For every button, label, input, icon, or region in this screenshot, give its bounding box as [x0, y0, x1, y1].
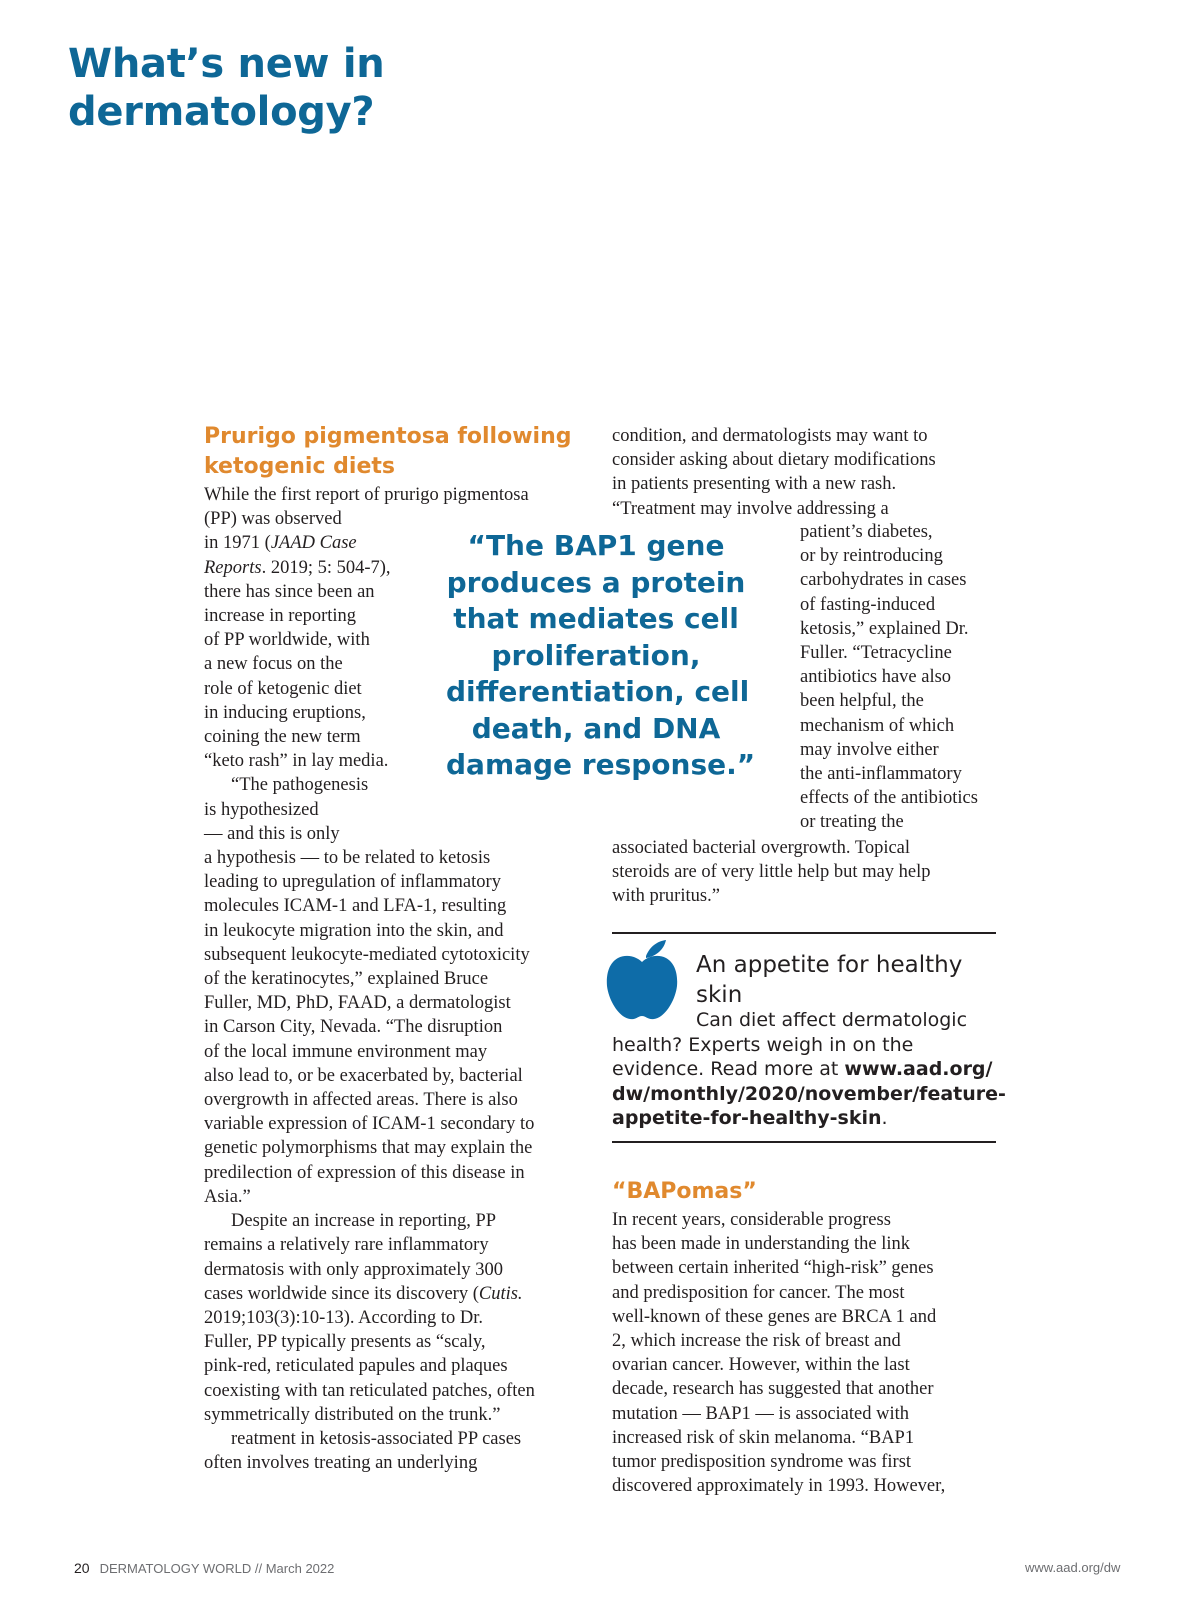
citation-journal: Cutis.: [478, 1283, 523, 1304]
page-title: [68, 40, 384, 136]
promo-line: health? Experts weigh in on the: [612, 1033, 914, 1056]
pull-quote-line: damage response.”: [446, 748, 756, 781]
text-line: reatment in ketosis-associated PP cases: [231, 1428, 522, 1449]
text-fragment: cases worldwide since its discovery (: [204, 1283, 479, 1304]
promo-bottom-rule: [612, 1141, 996, 1143]
text-line: role of ketogenic diet: [204, 678, 362, 699]
text-line: Despite an increase in reporting, PP: [231, 1211, 497, 1232]
text-line: dermatosis with only approximately 300: [204, 1259, 504, 1280]
page-title-line: What’s new in: [68, 41, 385, 87]
promo-top-rule: [612, 932, 996, 934]
promo-line: Can diet affect dermatologic: [696, 1009, 968, 1031]
text-line: increase in reporting: [204, 606, 357, 627]
text-line: of fasting-induced: [800, 594, 936, 615]
text-line: in inducing eruptions,: [204, 702, 366, 723]
text-line: 2, which increase the risk of breast and: [612, 1331, 901, 1352]
text-line: antibiotics have also: [800, 667, 952, 688]
promo-heading-line: An appetite for healthy: [696, 952, 963, 978]
text-line: mutation — BAP1 — is associated with: [612, 1403, 910, 1424]
text-fragment: in 1971 (: [204, 533, 271, 554]
citation-journal: JAAD Case: [270, 533, 357, 554]
promo-text: [612, 1033, 1006, 1131]
section-heading-bapomas: “BAPomas”: [612, 1179, 757, 1204]
promo-line-fragment: .: [881, 1107, 888, 1129]
article-column-right-top: [612, 424, 936, 521]
page-footer-left: [74, 1560, 334, 1576]
text-line: Fuller, MD, PhD, FAAD, a dermatologist: [204, 993, 511, 1014]
article-column-right-bottom: [612, 836, 931, 909]
text-line: steroids are of very little help but may help: [612, 862, 931, 883]
text-line: predilection of expression of this disease in: [204, 1162, 525, 1183]
publication-name: DERMATOLOGY WORLD // March 2022: [99, 1561, 335, 1576]
promo-heading-line: skin: [696, 982, 743, 1008]
text-line: in Carson City, Nevada. “The disruption: [204, 1017, 503, 1038]
text-line: condition, and dermatologists may want to: [612, 426, 928, 446]
text-line: Fuller, PP typically presents as “scaly,: [204, 1332, 486, 1353]
text-line: patient’s diabetes,: [800, 522, 933, 542]
page-number: 20: [74, 1560, 90, 1576]
text-line: increased risk of skin melanoma. “BAP1: [612, 1427, 915, 1448]
text-line: a new focus on the: [204, 654, 343, 675]
text-line: (PP) was observed: [204, 509, 342, 530]
text-line: [204, 1282, 535, 1306]
text-line: often involves treating an underlying: [204, 1453, 478, 1474]
text-line: coining the new term: [204, 727, 361, 748]
text-line: associated bacterial overgrowth. Topical: [612, 838, 911, 858]
apple-icon: [606, 938, 678, 1020]
pull-quote: [446, 528, 756, 784]
text-line: a hypothesis — to be related to ketosis: [204, 848, 491, 869]
text-line: pink-red, reticulated papules and plaques: [204, 1356, 508, 1377]
text-line: of the keratinocytes,” explained Bruce: [204, 969, 489, 990]
promo-link[interactable]: dw/monthly/2020/november/feature-: [612, 1082, 1006, 1105]
text-line: in leukocyte migration into the skin, and: [204, 920, 504, 941]
article-column-bapomas: [612, 1208, 945, 1498]
text-line: While the first report of prurigo pigmentosa: [204, 485, 529, 505]
promo-line: [612, 1106, 1006, 1131]
text-line: “The pathogenesis: [231, 775, 369, 796]
text-line: there has since been an: [204, 581, 375, 602]
text-line: been helpful, the: [800, 691, 924, 712]
text-line: has been made in understanding the link: [612, 1234, 910, 1255]
text-fragment: . 2019; 5: 504-7),: [261, 557, 391, 578]
text-line: of the local immune environment may: [204, 1041, 488, 1062]
section-heading-prurigo: [204, 422, 571, 482]
text-line: variable expression of ICAM-1 secondary to: [204, 1114, 535, 1135]
text-line: effects of the antibiotics: [800, 788, 978, 809]
text-line: carbohydrates in cases: [800, 570, 967, 591]
article-column-right-wrap: [800, 520, 978, 835]
text-line: Asia.”: [204, 1186, 251, 1207]
text-line: overgrowth in affected areas. There is also: [204, 1090, 518, 1111]
text-line: with pruritus.”: [612, 886, 720, 907]
text-line: of PP worldwide, with: [204, 630, 370, 651]
text-line: and predisposition for cancer. The most: [612, 1282, 905, 1303]
text-line: mechanism of which: [800, 715, 955, 736]
pull-quote-line: differentiation, cell: [446, 675, 750, 708]
text-line: ketosis,” explained Dr.: [800, 618, 969, 639]
text-line: tumor predisposition syndrome was first: [612, 1452, 912, 1473]
text-line: may involve either: [800, 739, 939, 760]
text-line: well-known of these genes are BRCA 1 and: [612, 1306, 937, 1327]
text-line: “Treatment may involve addressing a: [612, 498, 889, 519]
promo-line: [612, 1057, 1006, 1082]
citation-journal: Reports: [204, 557, 262, 578]
section-heading-line: ketogenic diets: [204, 454, 395, 479]
text-line: — and this is only: [204, 823, 340, 844]
text-line: leading to upregulation of inflammatory: [204, 872, 501, 893]
pull-quote-line: that mediates cell: [453, 602, 739, 635]
text-line: coexisting with tan reticulated patches, often: [204, 1380, 535, 1401]
promo-heading: [696, 950, 962, 1010]
text-line: in patients presenting with a new rash.: [612, 474, 897, 495]
text-line: genetic polymorphisms that may explain the: [204, 1138, 533, 1159]
text-line: “keto rash” in lay media.: [204, 751, 389, 772]
text-line: discovered approximately in 1993. However,: [612, 1476, 946, 1497]
text-line: Fuller. “Tetracycline: [800, 643, 952, 664]
text-line: consider asking about dietary modifications: [612, 450, 936, 471]
text-line: the anti-inflammatory: [800, 764, 962, 785]
pull-quote-line: “The BAP1 gene: [467, 529, 725, 562]
pull-quote-line: proliferation,: [491, 638, 701, 672]
text-line: or treating the: [800, 812, 904, 833]
text-line: decade, research has suggested that another: [612, 1379, 934, 1400]
promo-text-indented: [696, 1008, 967, 1033]
text-line: molecules ICAM-1 and LFA-1, resulting: [204, 896, 507, 917]
text-line: is hypothesized: [204, 799, 319, 820]
text-line: 2019;103(3):10-13). According to Dr.: [204, 1307, 483, 1328]
pull-quote-line: death, and DNA: [471, 711, 721, 745]
text-line: remains a relatively rare inflammatory: [204, 1235, 489, 1256]
page-title-line: dermatology?: [68, 89, 375, 135]
text-line: between certain inherited “high-risk” genes: [612, 1258, 934, 1279]
text-line: subsequent leukocyte-mediated cytotoxicity: [204, 944, 530, 965]
text-line: ovarian cancer. However, within the last: [612, 1355, 910, 1376]
text-line: also lead to, or be exacerbated by, bacterial: [204, 1065, 523, 1086]
promo-link[interactable]: www.aad.org/: [844, 1058, 993, 1080]
section-heading-line: Prurigo pigmentosa following: [204, 424, 572, 449]
text-line: or by reintroducing: [800, 546, 943, 567]
promo-line-fragment: evidence. Read more at: [612, 1058, 845, 1080]
text-line: symmetrically distributed on the trunk.”: [204, 1404, 501, 1425]
footer-url[interactable]: www.aad.org/dw: [1025, 1560, 1121, 1575]
text-line: In recent years, considerable progress: [612, 1210, 891, 1230]
promo-link[interactable]: appetite-for-healthy-skin: [612, 1107, 882, 1129]
pull-quote-line: produces a protein: [446, 565, 746, 599]
